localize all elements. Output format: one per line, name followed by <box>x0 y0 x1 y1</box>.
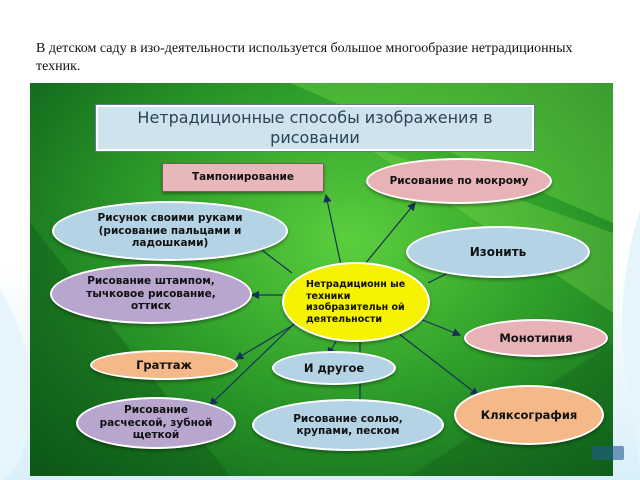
arrow-to-mokromu <box>360 203 415 270</box>
diagram-title: Нетрадиционные способы изображения в рисовании <box>96 105 534 151</box>
node-izonit: Изонить <box>406 226 590 278</box>
node-monotipiya: Монотипия <box>464 319 608 357</box>
node-tamponirovanie: Тампонирование <box>162 163 324 192</box>
brand-logo <box>592 446 624 460</box>
node-sol: Рисование солью, крупами, песком <box>252 399 444 451</box>
intro-text: В детском саду в изо-деятельности используется большое многообразие нетрадиционных техник. <box>36 41 573 74</box>
diagram-panel <box>30 83 613 476</box>
node-center: Нетрадиционн ые техники изобразительн ой деятельности <box>282 262 430 342</box>
node-mokromu: Рисование по мокрому <box>366 158 552 204</box>
node-rukami: Рисунок своими руками (рисование пальцами и ладошками) <box>52 201 288 261</box>
node-klyaks: Кляксография <box>454 385 604 445</box>
brand-logo-mark <box>592 446 624 460</box>
node-raschesk: Рисование расческой, зубной щеткой <box>76 397 236 449</box>
node-drugoe: И другое <box>272 351 396 385</box>
node-grattazh: Граттаж <box>90 350 238 380</box>
arrow-to-tamponirovanie <box>326 195 342 270</box>
node-shtamp: Рисование штампом, тычковое рисование, оттиск <box>50 264 252 324</box>
